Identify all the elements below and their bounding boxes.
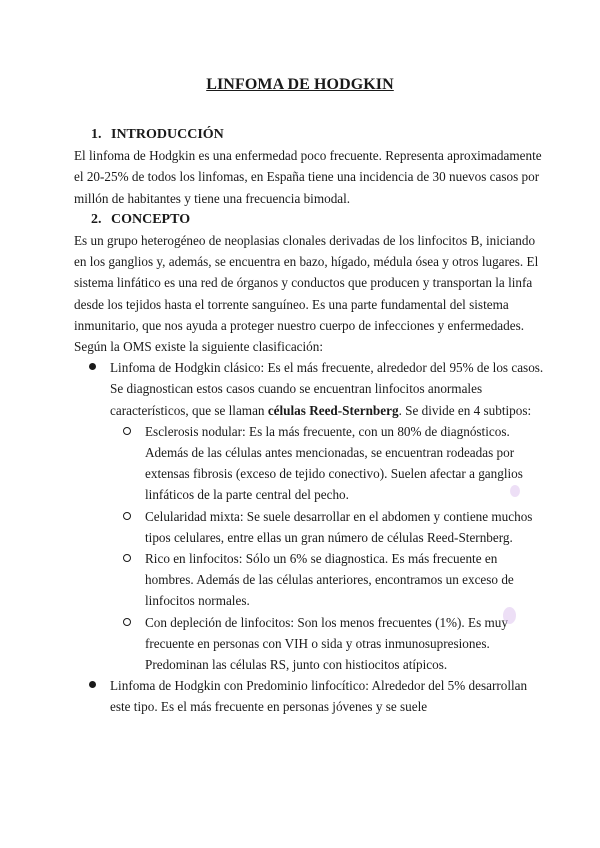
subtype-item bbox=[110, 612, 544, 676]
document-body bbox=[74, 124, 544, 718]
subtype-item bbox=[110, 421, 544, 506]
section-heading-introduccion bbox=[74, 124, 544, 145]
subtype-item bbox=[110, 548, 544, 612]
concepto-paragraph: Es un grupo heterogéneo de neoplasias clonales derivadas de los linfocitos B, iniciando en los ganglios y, además, se encuentra en bazo, hígado, médula ósea y otros lugares. El sistema linfático es una red de órganos y conductos que producen y transportan la linfa desde los tejidos hasta el torrente sanguíneo. Es una parte fundamental del sistema inmunitario, que nos ayuda a proteger nuestro cuerpo de infecciones y enfermedades. Según la OMS existe la siguiente clasificación: bbox=[74, 233, 539, 355]
section-title: CONCEPTO bbox=[111, 211, 191, 227]
hollow-bullet-icon bbox=[123, 427, 131, 435]
section-heading-concepto bbox=[74, 209, 544, 230]
hollow-bullet-icon bbox=[123, 512, 131, 520]
highlight-mark-icon bbox=[503, 607, 516, 624]
bullet-icon bbox=[89, 681, 96, 688]
subtype-text: Rico en linfocitos: Sólo un 6% se diagnostica. Es más frecuente en hombres. Además de las células anteriores, encontramos un exceso de linfocitos normales. bbox=[145, 551, 514, 609]
reed-sternberg-term: células Reed-Sternberg bbox=[267, 402, 399, 418]
subtype-text: Celularidad mixta: Se suele desarrollar en el abdomen y contiene muchos tipos celulares, entre ellas un gran número de células Reed-Sternberg. bbox=[145, 508, 533, 545]
hollow-bullet-icon bbox=[123, 554, 131, 562]
classic-text: Linfoma de Hodgkin clásico: Es el más frecuente, alrededor del 95% de los casos. Se diagnostican estos casos cuando se encuentran linfocitos anormales característicos, que se llaman bbox=[110, 360, 544, 418]
classification-list bbox=[74, 357, 544, 717]
document-title: LINFOMA DE HODGKIN bbox=[206, 76, 394, 93]
subtype-item bbox=[110, 506, 544, 548]
list-item-classic bbox=[74, 357, 544, 675]
subtype-list bbox=[110, 421, 544, 675]
section-number: 2. bbox=[91, 211, 102, 227]
classic-text-end: . Se divide en 4 subtipos: bbox=[398, 402, 532, 418]
list-item-predominio bbox=[74, 675, 544, 717]
subtype-text: Con depleción de linfocitos: Son los menos frecuentes (1%). Es muy frecuente en personas con VIH o sida y otras inmunosupresiones. Predominan las células RS, junto con histiocitos atípicos. bbox=[145, 614, 508, 673]
introduccion-paragraph: El linfoma de Hodgkin es una enfermedad poco frecuente. Representa aproximadamente el 20-25% de todos los linfomas, en España tiene una incidencia de 30 nuevos casos por millón de habitantes y tiene una frecuencia bimodal. bbox=[74, 148, 542, 206]
subtype-text: Esclerosis nodular: Es la más frecuente, con un 80% de diagnósticos. Además de las células antes mencionadas, se encuentran rodeadas por extensas fibrosis (exceso de tejido conectivo). Suelen afectar a ganglios linfáticos de la parte central del pecho. bbox=[145, 423, 523, 503]
hollow-bullet-icon bbox=[123, 618, 131, 626]
section-title: INTRODUCCIÓN bbox=[111, 127, 224, 142]
highlight-mark-icon bbox=[510, 485, 520, 497]
section-number: 1. bbox=[91, 127, 102, 142]
predominio-text: Linfoma de Hodgkin con Predominio linfocítico: Alrededor del 5% desarrollan este tipo. Es el más frecuente en personas jóvenes y se suele bbox=[110, 678, 528, 715]
bullet-icon bbox=[89, 363, 96, 370]
